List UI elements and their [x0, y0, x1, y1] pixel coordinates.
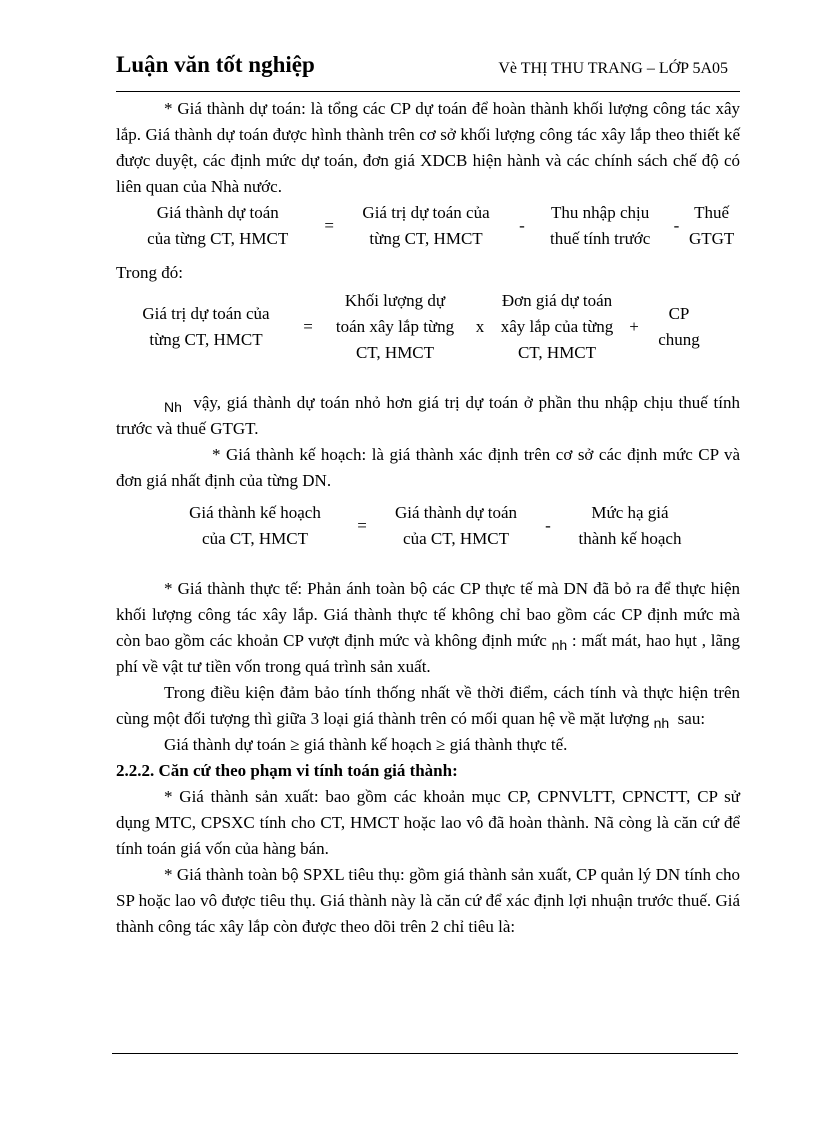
formula1-minus1: - [519, 216, 525, 235]
section-heading-2-2-2: 2.2.2. Căn cứ theo phạm vi tính toán giá thành: [116, 761, 458, 780]
formula1-term2: Giá trị dự toán của từng CT, HMCT [362, 203, 490, 248]
paragraph-nhu-vay: $_{Nh}$ vậy, giá thành dự toán nhỏ hơn giá trị dự toán ở phần thu nhập chịu thuế tính trước và thuế GTGT. [116, 393, 740, 438]
paragraph-gia-thanh-thuc-te: * Giá thành thực tế: Phản ánh toàn bộ các CP thực tế mà DN đã bỏ ra để thực hiện khối lượng công tác xây lắp. Giá thành thực tế không chỉ bao gồm các CP định mức mà còn bao gồm các khoản CP vượt định mức và không định mức $_{nh}$ : mất mát, hao hụt , lãng phí về vật tư tiền vốn trong quá trình sản xuất. [116, 579, 741, 676]
formula2-times: x [475, 317, 485, 336]
formula3-term3: Mức hạ giá thành kế hoạch [578, 503, 682, 548]
formula2-term2: Khối lượng dự toán xây lắp từng CT, HMCT [335, 291, 455, 362]
paragraph-bat-dang-thuc: Giá thành dự toán ≥ giá thành kế hoạch ≥ giá thành thực tế. [164, 735, 568, 754]
formula-gia-thanh-du-toan [116, 200, 740, 252]
text-nh: nh [653, 715, 670, 731]
text-nh: Nh [164, 399, 182, 415]
formula2-equals: = [303, 317, 313, 336]
paragraph-gia-thanh-du-toan: * Giá thành dự toán: là tổng các CP dự toán để hoàn thành khối lượng công tác xây lắp. Giá thành dự toán được hình thành trên cơ sở khối lượng công tác xây lắp theo thiết kế được duyệt, các định mức dự toán, đơn giá XDCB hiện hành và các chính sách chế độ có liên quan của Nhà nước. [116, 99, 740, 196]
formula1-term4: Thuế GTGT [688, 203, 735, 248]
formula-gia-tri-du-toan [116, 288, 740, 366]
formula1-equals: = [324, 216, 335, 235]
formula-gia-thanh-ke-hoach [160, 500, 740, 552]
formula1-term3: Thu nhập chịu thuế tính trước [549, 203, 651, 248]
text-nh: nh [551, 637, 568, 653]
page-content [116, 96, 740, 940]
formula2-term1: Giá trị dự toán của từng CT, HMCT [142, 304, 270, 349]
paragraph-moi-quan-he: Trong điều kiện đảm bảo tính thống nhất về thời điểm, cách tính và thực hiện trên cùng một đối tượng thì giữa 3 loại giá thành trên có mối quan hệ về mặt lượng $_{nh}$ sau: [116, 683, 740, 731]
formula2-term4: CP chung [658, 304, 700, 349]
formula3-minus: - [545, 516, 551, 535]
formula1-minus2: - [673, 216, 680, 235]
formula3-term2: Giá thành dự toán của CT, HMCT [394, 503, 518, 548]
formula2-term3: Đơn giá dự toán xây lắp của từng CT, HMCT [500, 291, 614, 362]
header-divider [116, 91, 740, 92]
footer-divider [112, 1053, 738, 1054]
formula3-equals: = [357, 516, 367, 535]
paragraph-gia-thanh-san-xuat: * Giá thành sản xuất: bao gồm các khoản mục CP, CPNVLTT, CPNCTT, CP sử dụng MTC, CPSXC tính cho CT, HMCT hoặc lao vô đã hoàn thành. Nã còng là căn cứ để tính toán giá vốn của hàng bán. [116, 787, 740, 858]
label-trong-do: Trong đó: [116, 263, 183, 282]
paragraph-gia-thanh-toan-bo: * Giá thành toàn bộ SPXL tiêu thụ: gồm giá thành sản xuất, CP quản lý DN tính cho SP hoặc lao vô được tiêu thụ. Giá thành này là căn cứ để xác định lợi nhuận trước thuế. Giá thành công tác xây lắp còn được theo dõi trên 2 chỉ tiêu là: [116, 865, 740, 936]
formula1-term1: Giá thành dự toán của từng CT, HMCT [147, 203, 289, 248]
formula2-plus: + [629, 317, 639, 336]
formula3-term1: Giá thành kế hoạch của CT, HMCT [189, 503, 321, 548]
header-author: Vè THỊ THU TRANG – LỚP 5A05 [498, 60, 728, 77]
header-title: Luận văn tốt nghiệp [116, 52, 315, 77]
paragraph-gia-thanh-ke-hoach: * Giá thành kế hoạch: là giá thành xác định trên cơ sở các định mức CP và đơn giá nhất định của từng DN. [116, 445, 740, 490]
